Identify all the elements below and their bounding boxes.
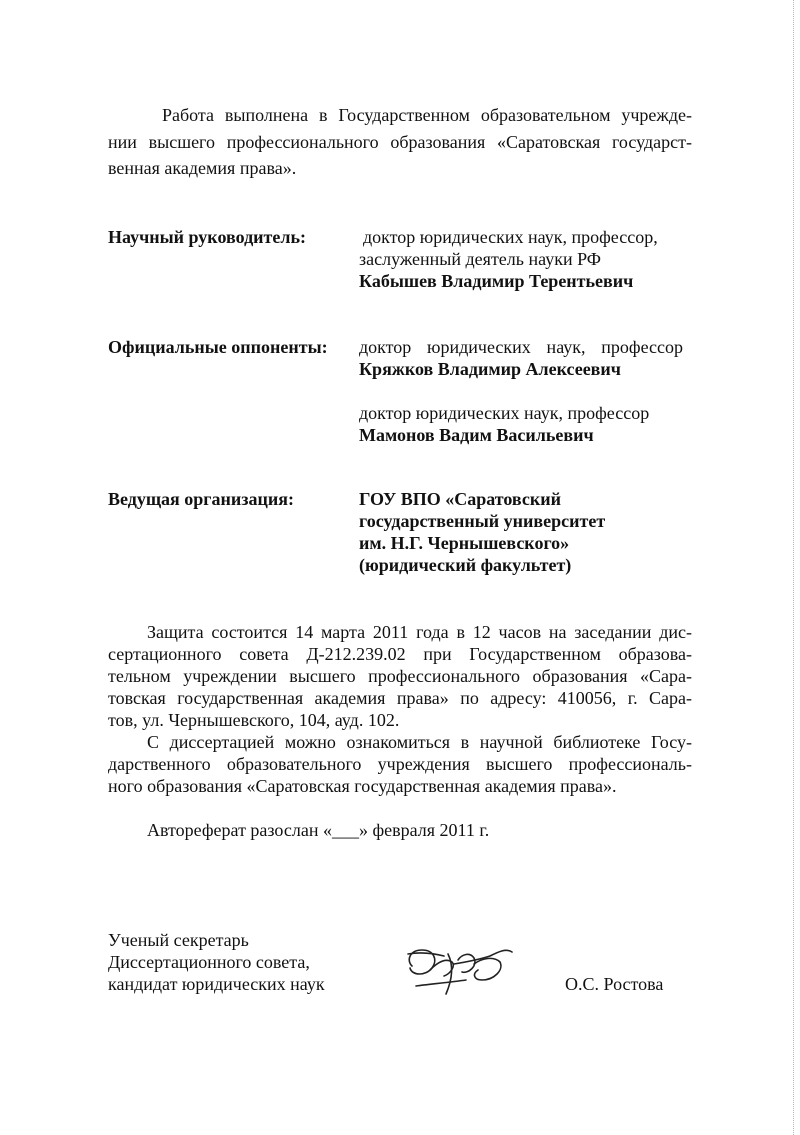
library-line-1: С диссертацией можно ознакомиться в научной библиотеке Госу- bbox=[147, 732, 692, 752]
leading-org-label: Ведущая организация: bbox=[108, 489, 294, 509]
leading-org-line-1: ГОУ ВПО «Саратовский bbox=[359, 489, 561, 509]
opponent-2-title: доктор юридических наук, профессор bbox=[359, 403, 650, 423]
supervisor-label: Научный руководитель: bbox=[108, 227, 306, 247]
opponent-1-name: Кряжков Владимир Алексеевич bbox=[359, 359, 621, 379]
supervisor-name: Кабышев Владимир Терентьевич bbox=[359, 271, 634, 291]
defense-line-1: Защита состоится 14 марта 2011 года в 12 часов на заседании дис- bbox=[147, 622, 692, 642]
mailing-date: Автореферат разослан «___» февраля 2011 г. bbox=[147, 820, 490, 840]
opponent-1-title: доктор юридических наук, профессор bbox=[359, 337, 683, 357]
leading-org-line-3: им. Н.Г. Чернышевского» bbox=[359, 533, 570, 553]
opponent-2-name: Мамонов Вадим Васильевич bbox=[359, 425, 594, 445]
intro-line-2: нии высшего профессионального образования «Саратовская государст- bbox=[108, 132, 692, 152]
defense-line-4: товская государственная академия права» по адресу: 410056, г. Сара- bbox=[108, 688, 692, 708]
leading-org-line-4: (юридический факультет) bbox=[359, 555, 572, 575]
library-line-3: ного образования «Саратовская государственная академия права». bbox=[108, 776, 617, 796]
defense-line-5: тов, ул. Чернышевского, 104, ауд. 102. bbox=[108, 710, 400, 730]
leading-org-line-2: государственный университет bbox=[359, 511, 606, 531]
library-line-2: дарственного образовательного учреждения высшего профессиональ- bbox=[108, 754, 692, 774]
intro-line-1: Работа выполнена в Государственном образовательном учрежде- bbox=[162, 105, 692, 125]
opponents-label: Официальные оппоненты: bbox=[108, 337, 328, 357]
secretary-line-2: Диссертационного совета, bbox=[108, 952, 310, 972]
defense-line-2: сертационного совета Д-212.239.02 при Государственном образова- bbox=[108, 644, 692, 664]
secretary-line-1: Ученый секретарь bbox=[108, 930, 249, 950]
secretary-line-3: кандидат юридических наук bbox=[108, 974, 325, 994]
secretary-name: О.С. Ростова bbox=[565, 974, 664, 994]
page-edge-border bbox=[793, 0, 800, 1135]
supervisor-title-1: доктор юридических наук, профессор, bbox=[363, 227, 658, 247]
intro-line-3: венная академия права». bbox=[108, 158, 297, 178]
defense-line-3: тельном учреждении высшего профессионального образования «Сара- bbox=[108, 666, 692, 686]
supervisor-title-2: заслуженный деятель науки РФ bbox=[359, 249, 601, 269]
signature-image bbox=[402, 940, 520, 1002]
